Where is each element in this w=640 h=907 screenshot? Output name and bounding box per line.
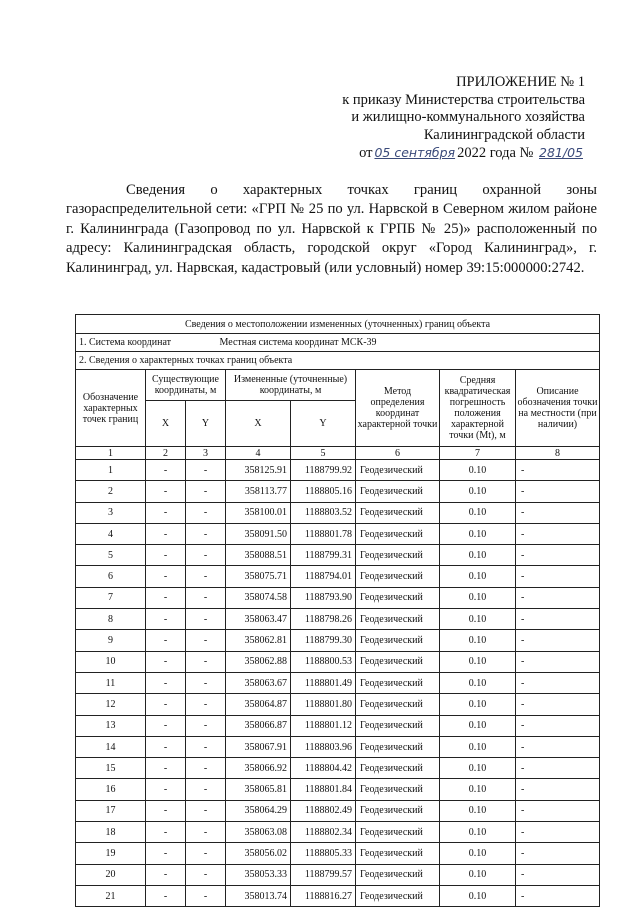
cell-n: 16 [76,779,146,800]
cell-d: - [516,651,600,672]
cell-n: 13 [76,715,146,736]
handwritten-order-number: 281/05 [539,145,583,160]
cell-ey: - [186,630,226,651]
cell-ey: - [186,843,226,864]
cell-m: Геодезический [356,864,440,885]
col-number: 7 [440,447,516,460]
cell-n: 11 [76,672,146,693]
cell-n: 15 [76,758,146,779]
cell-m: Геодезический [356,885,440,906]
cell-n: 20 [76,864,146,885]
table-row [76,523,600,544]
cell-d: - [516,715,600,736]
cell-e: 0.10 [440,460,516,481]
cell-ex: - [146,843,186,864]
cell-ey: - [186,672,226,693]
cell-e: 0.10 [440,481,516,502]
cell-x: 358066.87 [226,715,291,736]
cell-n: 1 [76,460,146,481]
table-row [76,843,600,864]
cell-x: 358066.92 [226,758,291,779]
cell-m: Геодезический [356,800,440,821]
col-changed-x: X [226,401,291,447]
cell-ex: - [146,715,186,736]
cell-ex: - [146,481,186,502]
cell-m: Геодезический [356,460,440,481]
cell-ey: - [186,736,226,757]
cell-d: - [516,758,600,779]
cell-ex: - [146,864,186,885]
col-existing-y: Y [186,401,226,447]
cell-ey: - [186,566,226,587]
cell-d: - [516,822,600,843]
cell-e: 0.10 [440,651,516,672]
table-row [76,545,600,566]
cell-ex: - [146,460,186,481]
section-2-label: 2. Сведения о характерных точках границ объекта [76,352,600,370]
cell-d: - [516,694,600,715]
cell-y: 1188799.30 [291,630,356,651]
table-row [76,566,600,587]
cell-y: 1188794.01 [291,566,356,587]
cell-m: Геодезический [356,715,440,736]
cell-y: 1188799.92 [291,460,356,481]
cell-x: 358063.08 [226,822,291,843]
table-row [76,864,600,885]
cell-x: 358074.58 [226,587,291,608]
cell-ey: - [186,758,226,779]
cell-d: - [516,864,600,885]
cell-d: - [516,800,600,821]
table-row [76,587,600,608]
col-number: 1 [76,447,146,460]
cell-ex: - [146,502,186,523]
cell-x: 358065.81 [226,779,291,800]
cell-d: - [516,672,600,693]
cell-e: 0.10 [440,736,516,757]
cell-ey: - [186,545,226,566]
cell-ey: - [186,779,226,800]
col-number: 4 [226,447,291,460]
cell-y: 1188801.12 [291,715,356,736]
cell-e: 0.10 [440,843,516,864]
cell-m: Геодезический [356,694,440,715]
cell-d: - [516,502,600,523]
col-error-header: Средняя квадратическая погрешность положения характерной точки (Mt), м [440,370,516,447]
cell-y: 1188803.96 [291,736,356,757]
col-number: 2 [146,447,186,460]
coordinate-system-label: 1. Система координат [79,337,172,348]
table-row [76,672,600,693]
cell-e: 0.10 [440,715,516,736]
cell-x: 358100.01 [226,502,291,523]
cell-y: 1188803.52 [291,502,356,523]
cell-n: 6 [76,566,146,587]
cell-ey: - [186,885,226,906]
column-number-row [76,447,600,460]
col-number: 8 [516,447,600,460]
cell-e: 0.10 [440,587,516,608]
intro-paragraph: Сведения о характерных точках границ охранной зоны газораспределительной сети: «ГРП № 25 по ул. Нарвской в Северном жилом районе г. Калининграда (Газопровод по ул. Нарвской к ГРПБ № 25)» расположенный по адресу: Калининградская область, городской округ «Город Калининград», г. Калининград, ул. Нарвская, кадастровый (или условный) номер 39:15:000000:2742. [66,182,597,276]
cell-e: 0.10 [440,545,516,566]
cell-ex: - [146,545,186,566]
cell-d: - [516,523,600,544]
coordinate-system-row [76,334,600,352]
cell-ey: - [186,864,226,885]
cell-y: 1188800.53 [291,651,356,672]
cell-ex: - [146,779,186,800]
cell-y: 1188799.31 [291,545,356,566]
cell-y: 1188801.78 [291,523,356,544]
table-row [76,460,600,481]
cell-ey: - [186,587,226,608]
cell-ey: - [186,715,226,736]
cell-m: Геодезический [356,545,440,566]
cell-n: 17 [76,800,146,821]
cell-e: 0.10 [440,758,516,779]
table-title: Сведения о местоположении измененных (уточненных) границ объекта [76,315,600,334]
cell-x: 358075.71 [226,566,291,587]
cell-ey: - [186,651,226,672]
cell-d: - [516,779,600,800]
table-row [76,758,600,779]
appendix-title: ПРИЛОЖЕНИЕ № 1 [456,74,585,90]
cell-y: 1188804.42 [291,758,356,779]
cell-x: 358062.81 [226,630,291,651]
cell-y: 1188798.26 [291,609,356,630]
cell-e: 0.10 [440,609,516,630]
table-row [76,885,600,906]
cell-x: 358113.77 [226,481,291,502]
cell-d: - [516,481,600,502]
cell-x: 358064.29 [226,800,291,821]
cell-n: 19 [76,843,146,864]
cell-n: 2 [76,481,146,502]
cell-e: 0.10 [440,800,516,821]
col-number: 6 [356,447,440,460]
cell-d: - [516,587,600,608]
col-number: 3 [186,447,226,460]
cell-m: Геодезический [356,587,440,608]
cell-ex: - [146,758,186,779]
cell-m: Геодезический [356,502,440,523]
cell-ex: - [146,523,186,544]
cell-m: Геодезический [356,758,440,779]
col-method-header: Метод определения координат характерной точки [356,370,440,447]
cell-y: 1188793.90 [291,587,356,608]
cell-ey: - [186,800,226,821]
appendix-header [290,74,585,163]
cell-m: Геодезический [356,779,440,800]
cell-n: 12 [76,694,146,715]
cell-y: 1188802.34 [291,822,356,843]
cell-d: - [516,843,600,864]
cell-n: 14 [76,736,146,757]
col-number: 5 [291,447,356,460]
cell-m: Геодезический [356,566,440,587]
cell-ex: - [146,736,186,757]
cell-m: Геодезический [356,672,440,693]
cell-y: 1188801.80 [291,694,356,715]
cell-x: 358056.02 [226,843,291,864]
cell-n: 4 [76,523,146,544]
cell-x: 358053.33 [226,864,291,885]
cell-m: Геодезический [356,630,440,651]
table-row [76,694,600,715]
cell-m: Геодезический [356,843,440,864]
table-row [76,630,600,651]
boundary-points-table [75,314,600,907]
cell-n: 10 [76,651,146,672]
cell-e: 0.10 [440,672,516,693]
cell-d: - [516,460,600,481]
cell-d: - [516,885,600,906]
cell-e: 0.10 [440,885,516,906]
cell-n: 9 [76,630,146,651]
cell-y: 1188816.27 [291,885,356,906]
cell-y: 1188802.49 [291,800,356,821]
cell-e: 0.10 [440,822,516,843]
table-row [76,609,600,630]
table-row [76,736,600,757]
cell-e: 0.10 [440,502,516,523]
col-description-header: Описание обозначения точки на местности (при наличии) [516,370,600,447]
cell-ey: - [186,502,226,523]
cell-y: 1188801.49 [291,672,356,693]
col-changed-header: Измененные (уточненные) координаты, м [226,370,356,401]
cell-m: Геодезический [356,822,440,843]
cell-d: - [516,545,600,566]
cell-e: 0.10 [440,694,516,715]
coordinate-system-value: Местная система координат МСК-39 [219,337,377,348]
cell-ex: - [146,694,186,715]
table-row [76,822,600,843]
date-prefix: от [359,145,373,161]
cell-ey: - [186,460,226,481]
cell-y: 1188801.84 [291,779,356,800]
cell-d: - [516,630,600,651]
cell-ex: - [146,885,186,906]
cell-x: 358062.88 [226,651,291,672]
order-line-2: и жилищно-коммунального хозяйства [351,109,585,125]
cell-x: 358063.67 [226,672,291,693]
col-point-header: Обозначение характерных точек границ [76,370,146,447]
cell-x: 358067.91 [226,736,291,757]
cell-y: 1188799.57 [291,864,356,885]
cell-n: 5 [76,545,146,566]
cell-x: 358013.74 [226,885,291,906]
cell-m: Геодезический [356,736,440,757]
cell-e: 0.10 [440,779,516,800]
cell-d: - [516,566,600,587]
cell-n: 8 [76,609,146,630]
cell-e: 0.10 [440,523,516,544]
cell-ey: - [186,694,226,715]
cell-m: Геодезический [356,651,440,672]
cell-ey: - [186,609,226,630]
order-date-line [290,144,585,163]
col-existing-x: X [146,401,186,447]
handwritten-date: 05 сентября [374,145,456,160]
cell-ex: - [146,630,186,651]
cell-m: Геодезический [356,481,440,502]
cell-ex: - [146,587,186,608]
cell-y: 1188805.33 [291,843,356,864]
cell-n: 18 [76,822,146,843]
order-line-1: к приказу Министерства строительства [342,91,585,108]
table-row [76,481,600,502]
cell-ex: - [146,651,186,672]
cell-n: 7 [76,587,146,608]
cell-n: 21 [76,885,146,906]
cell-m: Геодезический [356,523,440,544]
cell-x: 358125.91 [226,460,291,481]
cell-n: 3 [76,502,146,523]
cell-ex: - [146,566,186,587]
cell-ey: - [186,523,226,544]
cell-m: Геодезический [356,609,440,630]
cell-x: 358064.87 [226,694,291,715]
col-changed-y: Y [291,401,356,447]
cell-ex: - [146,822,186,843]
table-row [76,800,600,821]
cell-x: 358088.51 [226,545,291,566]
cell-x: 358063.47 [226,609,291,630]
table-row [76,779,600,800]
cell-y: 1188805.16 [291,481,356,502]
cell-ex: - [146,800,186,821]
cell-e: 0.10 [440,864,516,885]
cell-e: 0.10 [440,630,516,651]
cell-ex: - [146,672,186,693]
table-row [76,715,600,736]
cell-ey: - [186,822,226,843]
col-existing-header: Существующие координаты, м [146,370,226,401]
table-row [76,651,600,672]
cell-d: - [516,736,600,757]
cell-ey: - [186,481,226,502]
cell-e: 0.10 [440,566,516,587]
table-row [76,502,600,523]
date-suffix: 2022 года № [457,145,534,161]
cell-ex: - [146,609,186,630]
cell-x: 358091.50 [226,523,291,544]
cell-d: - [516,609,600,630]
order-line-3: Калининградской области [423,126,585,143]
